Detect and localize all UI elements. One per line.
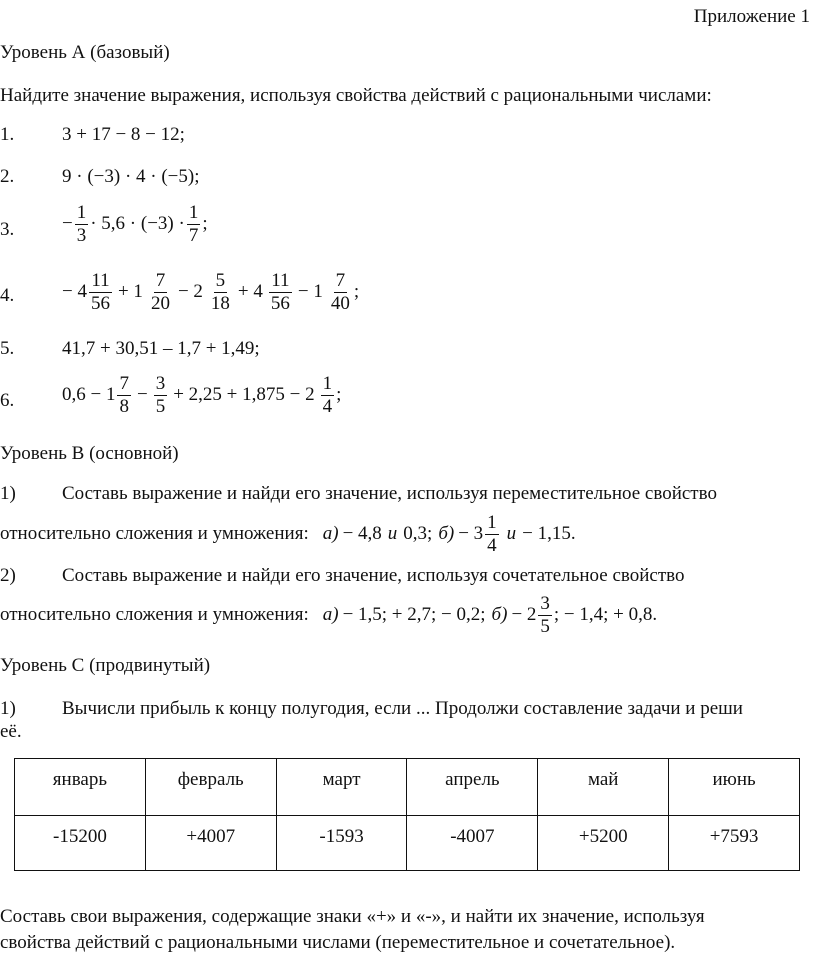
expr-part: − 3 (458, 523, 484, 544)
task-text: относительно сложения и умножения: (0, 523, 309, 544)
part-label: а) (322, 604, 339, 625)
expression: 9 · (−3) · 4 · (−5); (62, 166, 200, 187)
conjunction: и (506, 523, 517, 544)
expression (323, 593, 657, 638)
task-text: относительно сложения и умножения: (0, 604, 309, 625)
expr-part: ; (202, 213, 208, 235)
expr-part: − 1,15. (522, 523, 576, 544)
expr-part: + 1 (117, 281, 143, 303)
expr-part: − 4 (62, 281, 87, 303)
expression: 3 + 17 − 8 − 12; (62, 124, 185, 145)
expr-part: + 4 (237, 281, 263, 303)
item-number: 6. (0, 390, 15, 411)
expr-part: ; (353, 281, 360, 303)
item-number: 2) (0, 565, 16, 586)
expr-part: 0,6 − 1 (62, 384, 116, 406)
expression: 41,7 + 30,51 – 1,7 + 1,49; (62, 338, 260, 359)
table-cell: -4007 (407, 816, 538, 871)
fraction: $\frac{1}{7}$ (188, 202, 199, 246)
expression (62, 202, 208, 247)
item-number: 3. (0, 219, 15, 240)
task-b-1-cont (0, 506, 576, 562)
final-task-line-1: Составь свои выражения, содержащие знаки «+» и «-», и найти их значение, используя (0, 906, 705, 927)
table-cell: +4007 (145, 816, 276, 871)
table-header-cell: апрель (407, 759, 538, 816)
table-row (15, 759, 800, 816)
fraction: $\frac{7}{20}$ (150, 270, 170, 314)
task-text: Составь выражение и найди его значение, используя сочетательное свойство (62, 565, 685, 586)
expr-part: ; (336, 384, 342, 406)
profit-table (14, 758, 800, 871)
item-number: 1) (0, 698, 16, 719)
level-a-task: Найдите значение выражения, используя свойства действий с рациональными числами: (0, 85, 712, 106)
item-number: 1. (0, 124, 15, 145)
task-text: Составь выражение и найди его значение, используя переместительное свойство (62, 483, 717, 504)
level-a-title: Уровень А (базовый) (0, 42, 170, 63)
fraction: $\frac{7}{8}$ (119, 373, 129, 417)
table-cell: +7593 (669, 816, 800, 871)
task-text: Вычисли прибыль к концу полугодия, если ... Продолжи составление задачи и реши (62, 698, 743, 719)
item-number: 1) (0, 483, 16, 504)
task-c-1-cont: её. (0, 721, 22, 742)
expr-part: − (136, 384, 148, 406)
expr-part: − 4,8 (342, 523, 382, 544)
table-header-cell: июнь (669, 759, 800, 816)
table-header-cell: февраль (145, 759, 276, 816)
table-header-cell: май (538, 759, 669, 816)
expr-part: − 1,5; + 2,7; − 0,2; (342, 604, 486, 625)
expr-part: − (62, 213, 73, 235)
expr-part: − 1 (297, 281, 323, 303)
table-cell: +5200 (538, 816, 669, 871)
fraction: $\frac{11}{56}$ (90, 270, 110, 314)
fraction: $\frac{1}{4}$ (322, 373, 333, 417)
fraction: $\frac{5}{18}$ (210, 270, 230, 314)
level-b-title: Уровень В (основной) (0, 443, 179, 464)
expression (62, 373, 341, 418)
table-header-cell: март (276, 759, 407, 816)
task-a-3 (0, 202, 816, 258)
item-number: 2. (0, 166, 15, 187)
table-row (15, 816, 800, 871)
level-c-title: Уровень С (продвинутый) (0, 655, 211, 676)
task-b-2-cont (0, 587, 657, 643)
expr-part: + 2,25 + 1,875 − 2 (173, 384, 315, 406)
expr-part: ; − 1,4; + 0,8. (553, 604, 658, 625)
part-label: б) (491, 604, 508, 625)
fraction: $\frac{3}{5}$ (155, 373, 166, 417)
table-cell: -15200 (15, 816, 146, 871)
task-a-4 (0, 270, 816, 326)
item-number: 4. (0, 285, 15, 306)
fraction: $\frac{1}{4}$ (487, 511, 497, 556)
expr-part: · 5,6 · (−3) · (90, 213, 185, 235)
fraction: $\frac{3}{5}$ (540, 592, 550, 637)
table-header-cell: январь (15, 759, 146, 816)
conjunction: и (387, 523, 398, 544)
expr-part: − 2 (177, 281, 203, 303)
fraction: $\frac{11}{56}$ (270, 270, 290, 314)
table-cell: -1593 (276, 816, 407, 871)
final-task-line-2: свойства действий с рациональными числами (переместительное и сочетательное). (0, 932, 676, 953)
expr-part: − 2 (511, 604, 537, 625)
expression (62, 270, 359, 315)
fraction: $\frac{1}{3}$ (76, 202, 87, 246)
expression (323, 512, 576, 557)
part-label: а) (322, 523, 339, 544)
expr-part: 0,3; (403, 523, 433, 544)
fraction: $\frac{7}{40}$ (330, 270, 350, 314)
part-label: б) (438, 523, 455, 544)
item-number: 5. (0, 338, 15, 359)
appendix-label: Приложение 1 (693, 6, 810, 27)
task-a-6 (0, 373, 816, 429)
